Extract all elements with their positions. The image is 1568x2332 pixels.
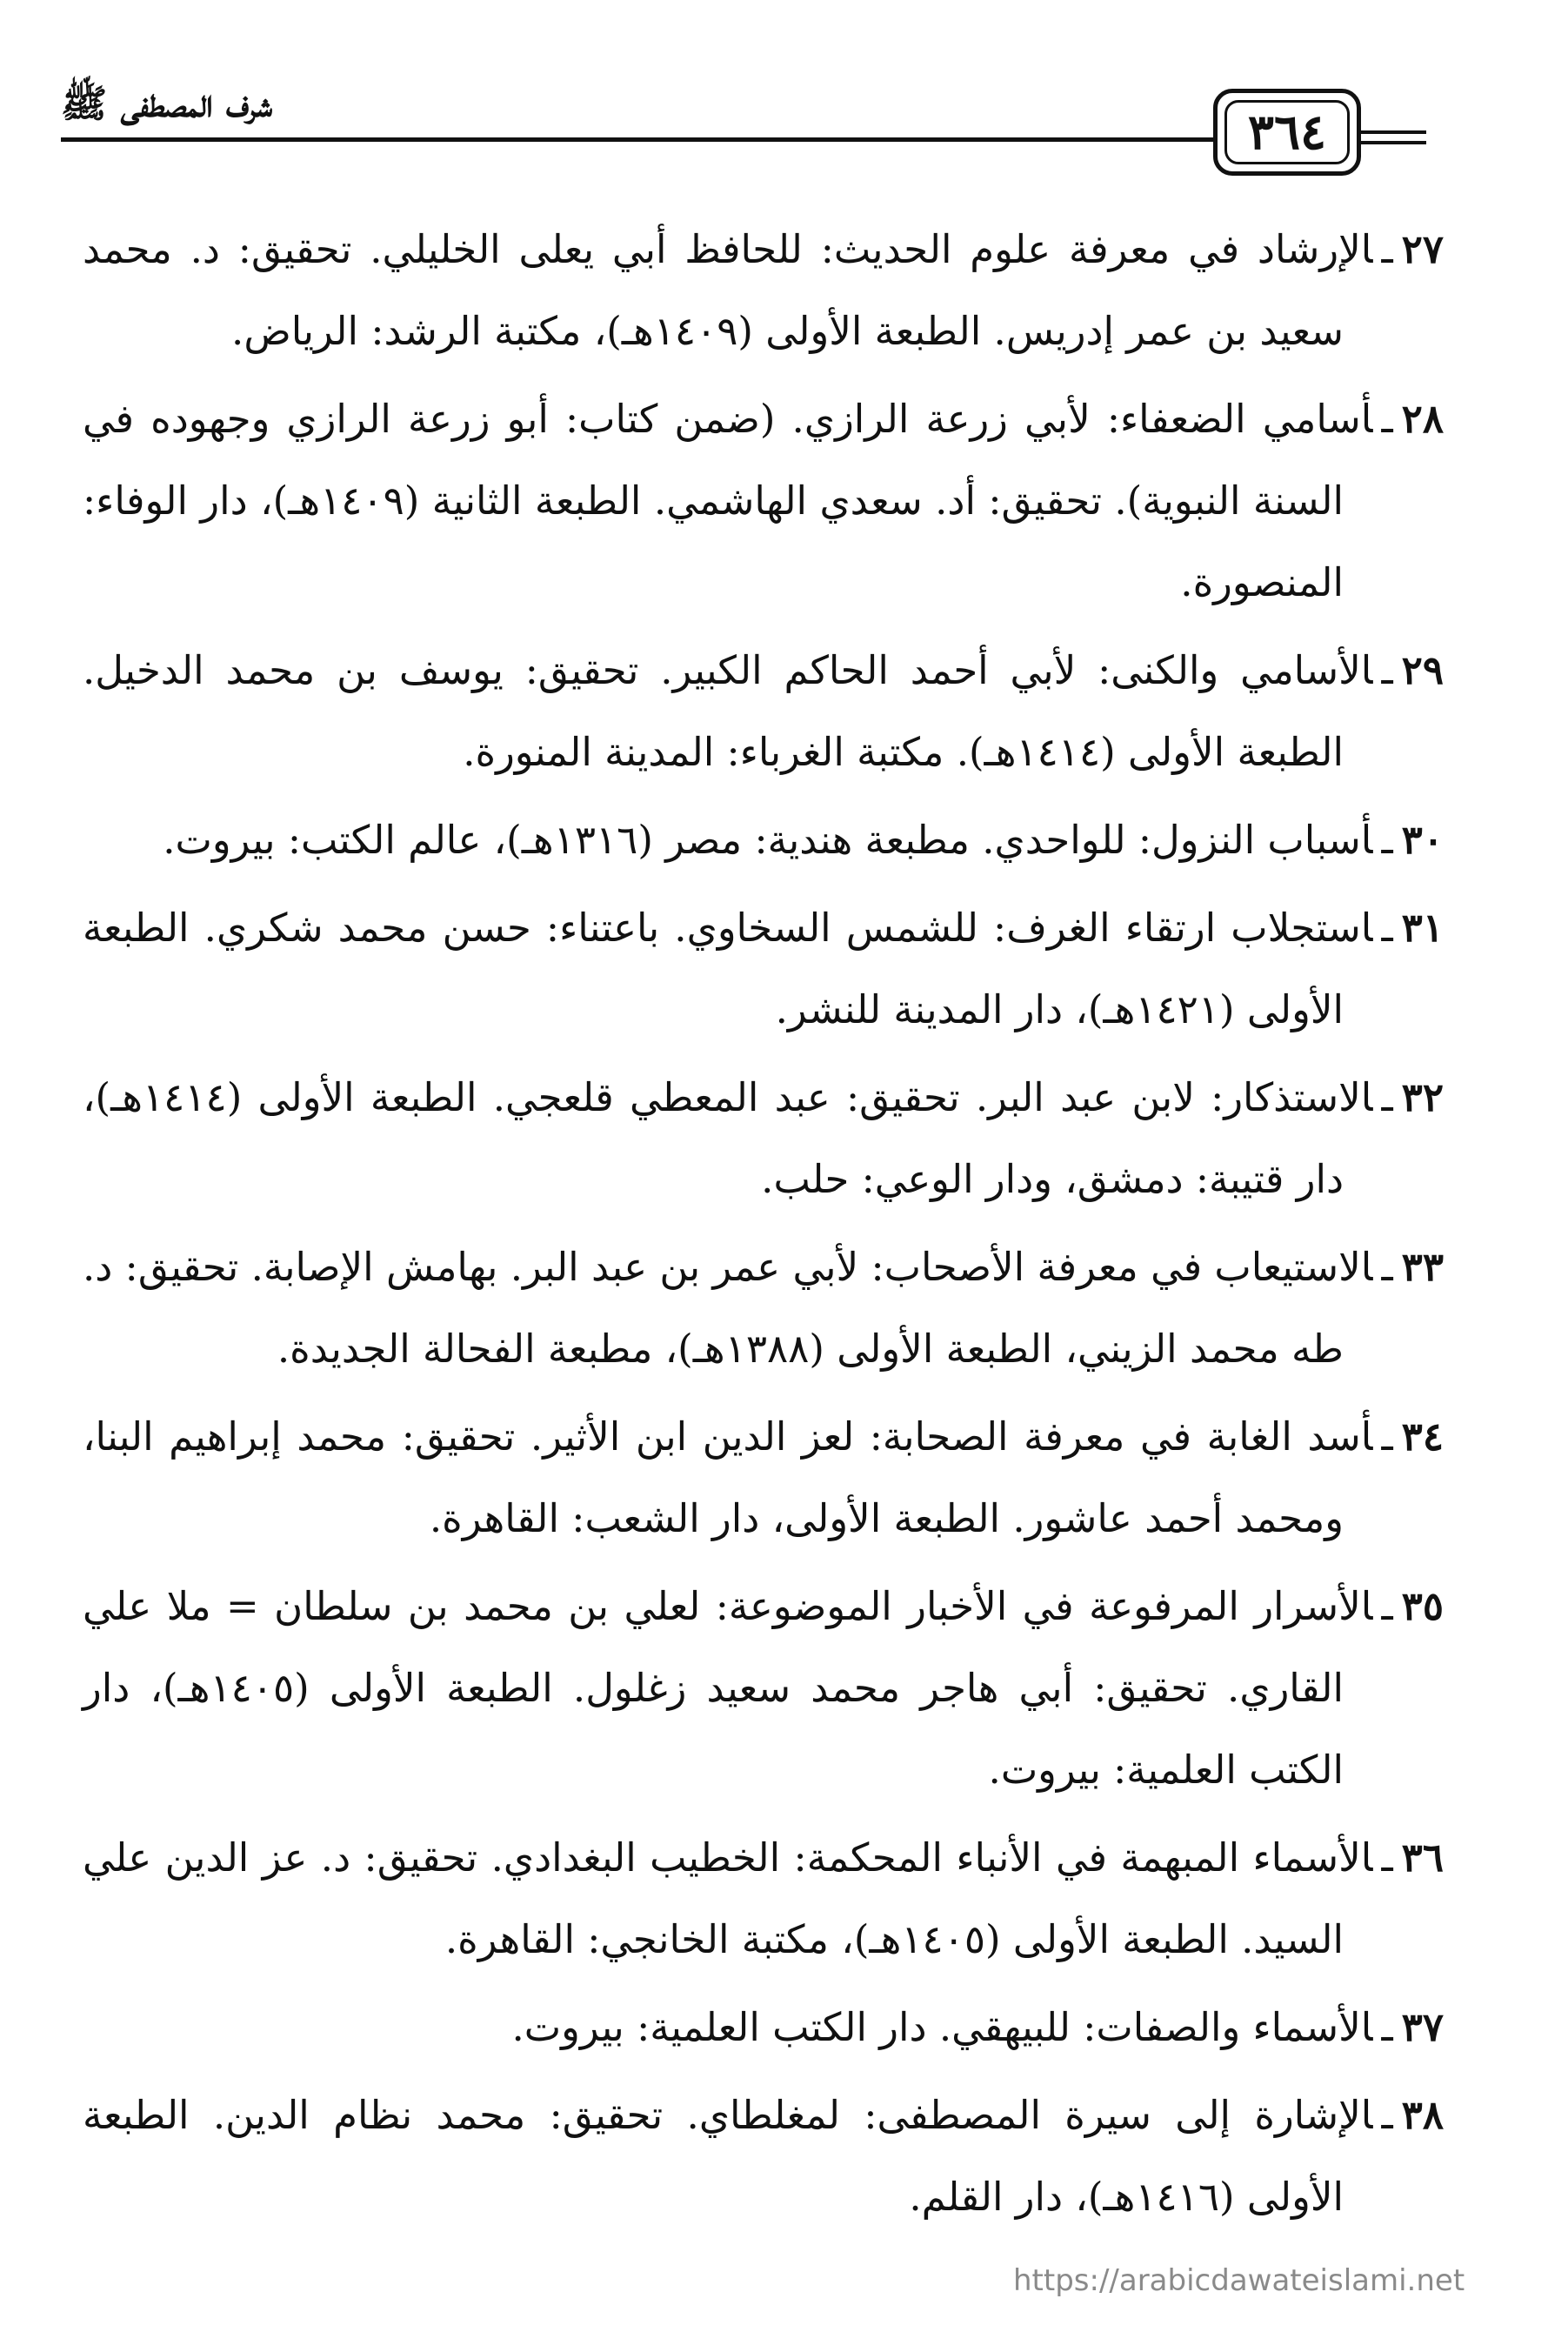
entry-text: الاستذكار: لابن عبد البر. تحقيق: عبد المعطي قلعجي. الطبعة الأولى (١٤١٤هـ)، دار قتيبة: دمشق، ودار الوعي: حلب.: [83, 1074, 1373, 1202]
bibliography-entry: ٣٤ـأسد الغابة في معرفة الصحابة: لعز الدين ابن الأثير. تحقيق: محمد إبراهيم البنا، ومحمد أحمد عاشور. الطبعة الأولى، دار الشعب: القاهرة.: [83, 1413, 1444, 1541]
watermark-url: https://arabicdawateislami.net: [1013, 2263, 1465, 2298]
entry-text: أسباب النزول: للواحدي. مطبعة هندية: مصر (١٣١٦هـ)، عالم الكتب: بيروت.: [163, 817, 1373, 863]
entry-text: أسامي الضعفاء: لأبي زرعة الرازي. (ضمن كتاب: أبو زرعة الرازي وجهوده في السنة النبوية). تحقيق: أد. سعدي الهاشمي. الطبعة الثانية (١٤٠٩هـ)، دار الوفاء: المنصورة.: [83, 396, 1373, 605]
entry-text: الأسماء والصفات: للبيهقي. دار الكتب العلمية: بيروت.: [511, 2004, 1373, 2050]
header-rule-right: [1357, 130, 1426, 144]
entry-text: الأسامي والكنى: لأبي أحمد الحاكم الكبير. تحقيق: يوسف بن محمد الدخيل. الطبعة الأولى (١٤١٤هـ). مكتبة الغرباء: المدينة المنورة.: [83, 647, 1373, 775]
entry-number: ٣٨: [1401, 2092, 1444, 2138]
entry-text: أسد الغابة في معرفة الصحابة: لعز الدين ابن الأثير. تحقيق: محمد إبراهيم البنا، ومحمد أحمد عاشور. الطبعة الأولى، دار الشعب: القاهرة.: [83, 1413, 1373, 1541]
entry-number: ٣٥: [1401, 1583, 1444, 1629]
entry-number: ٣٢: [1401, 1074, 1444, 1120]
entry-number: ٢٨: [1401, 396, 1444, 442]
bibliography-entry: ٣٦ـالأسماء المبهمة في الأنباء المحكمة: الخطيب البغدادي. تحقيق: د. عز الدين علي السيد. الطبعة الأولى (١٤٠٥هـ)، مكتبة الخانجي: القاهرة.: [83, 1834, 1444, 1962]
bibliography-entry: ٣٠ـأسباب النزول: للواحدي. مطبعة هندية: مصر (١٣١٦هـ)، عالم الكتب: بيروت.: [163, 817, 1444, 863]
entry-number: ٣٧: [1401, 2004, 1444, 2050]
bibliography-entry: ٣٢ـالاستذكار: لابن عبد البر. تحقيق: عبد المعطي قلعجي. الطبعة الأولى (١٤١٤هـ)، دار قتيبة: دمشق، ودار الوعي: حلب.: [83, 1074, 1444, 1202]
entry-number: ٣٤: [1401, 1413, 1444, 1460]
bibliography-entry: ٢٨ـأسامي الضعفاء: لأبي زرعة الرازي. (ضمن كتاب: أبو زرعة الرازي وجهوده في السنة النبوية). تحقيق: أد. سعدي الهاشمي. الطبعة الثانية (١٤٠٩هـ)، دار الوفاء: المنصورة.: [83, 396, 1444, 605]
entry-number: ٢٩: [1401, 647, 1444, 693]
bibliography-entry: ٣٣ـالاستيعاب في معرفة الأصحاب: لأبي عمر بن عبد البر. بهامش الإصابة. تحقيق: د. طه محمد الزيني، الطبعة الأولى (١٣٨٨هـ)، مطبعة الفحالة الجديدة.: [83, 1244, 1444, 1372]
entry-text: الأسرار المرفوعة في الأخبار الموضوعة: لعلي بن محمد بن سلطان = ملا علي القاري. تحقيق: أبي هاجر محمد سعيد زغلول. الطبعة الأولى (١٤٠٥هـ)، دار الكتب العلمية: بيروت.: [83, 1583, 1373, 1793]
entry-text: الاستيعاب في معرفة الأصحاب: لأبي عمر بن عبد البر. بهامش الإصابة. تحقيق: د. طه محمد الزيني، الطبعة الأولى (١٣٨٨هـ)، مطبعة الفحالة الجديدة.: [83, 1244, 1373, 1372]
entry-number: ٣١: [1401, 905, 1444, 951]
bibliography-entry: ٣٥ـالأسرار المرفوعة في الأخبار الموضوعة: لعلي بن محمد بن سلطان = ملا علي القاري. تحقيق: أبي هاجر محمد سعيد زغلول. الطبعة الأولى (١٤٠٥هـ)، دار الكتب العلمية: بيروت.: [83, 1583, 1444, 1793]
entry-text: الأسماء المبهمة في الأنباء المحكمة: الخطيب البغدادي. تحقيق: د. عز الدين علي السيد. الطبعة الأولى (١٤٠٥هـ)، مكتبة الخانجي: القاهرة.: [83, 1834, 1373, 1962]
entry-number: ٣٣: [1401, 1244, 1444, 1290]
bibliography-entry: ٣٧ـالأسماء والصفات: للبيهقي. دار الكتب العلمية: بيروت.: [511, 2004, 1444, 2050]
bibliography-entry: ٢٩ـالأسامي والكنى: لأبي أحمد الحاكم الكبير. تحقيق: يوسف بن محمد الدخيل. الطبعة الأولى (١٤١٤هـ). مكتبة الغرباء: المدينة المنورة.: [83, 647, 1444, 775]
entry-number: ٣٦: [1401, 1834, 1444, 1881]
entry-number: ٢٧: [1401, 226, 1444, 272]
entry-number: ٣٠: [1401, 817, 1444, 863]
page-header: [0, 0, 1568, 174]
bibliography-entry: ٣٨ـالإشارة إلى سيرة المصطفى: لمغلطاي. تحقيق: محمد نظام الدين. الطبعة الأولى (١٤١٦هـ)، دار القلم.: [83, 2092, 1444, 2220]
entry-text: الإشارة إلى سيرة المصطفى: لمغلطاي. تحقيق: محمد نظام الدين. الطبعة الأولى (١٤١٦هـ)، دار القلم.: [83, 2092, 1373, 2220]
entry-text: الإرشاد في معرفة علوم الحديث: للحافظ أبي يعلى الخليلي. تحقيق: د. محمد سعيد بن عمر إدريس. الطبعة الأولى (١٤٠٩هـ)، مكتبة الرشد: الرياض.: [83, 226, 1373, 354]
header-rule: [61, 137, 1213, 142]
page-number: ٣٦٤: [1224, 100, 1350, 164]
page-number-frame: [1213, 89, 1361, 176]
bibliography-entry: ٢٧ـالإرشاد في معرفة علوم الحديث: للحافظ أبي يعلى الخليلي. تحقيق: د. محمد سعيد بن عمر إدريس. الطبعة الأولى (١٤٠٩هـ)، مكتبة الرشد: الرياض.: [83, 226, 1444, 354]
book-title: شرف المصطفى ﷺ: [61, 82, 273, 126]
entry-text: استجلاب ارتقاء الغرف: للشمس السخاوي. باعتناء: حسن محمد شكري. الطبعة الأولى (١٤٢١هـ)، دار المدينة للنشر.: [83, 905, 1373, 1032]
bibliography-list: [83, 209, 1444, 2244]
bibliography-entry: ٣١ـاستجلاب ارتقاء الغرف: للشمس السخاوي. باعتناء: حسن محمد شكري. الطبعة الأولى (١٤٢١هـ)، دار المدينة للنشر.: [83, 905, 1444, 1032]
